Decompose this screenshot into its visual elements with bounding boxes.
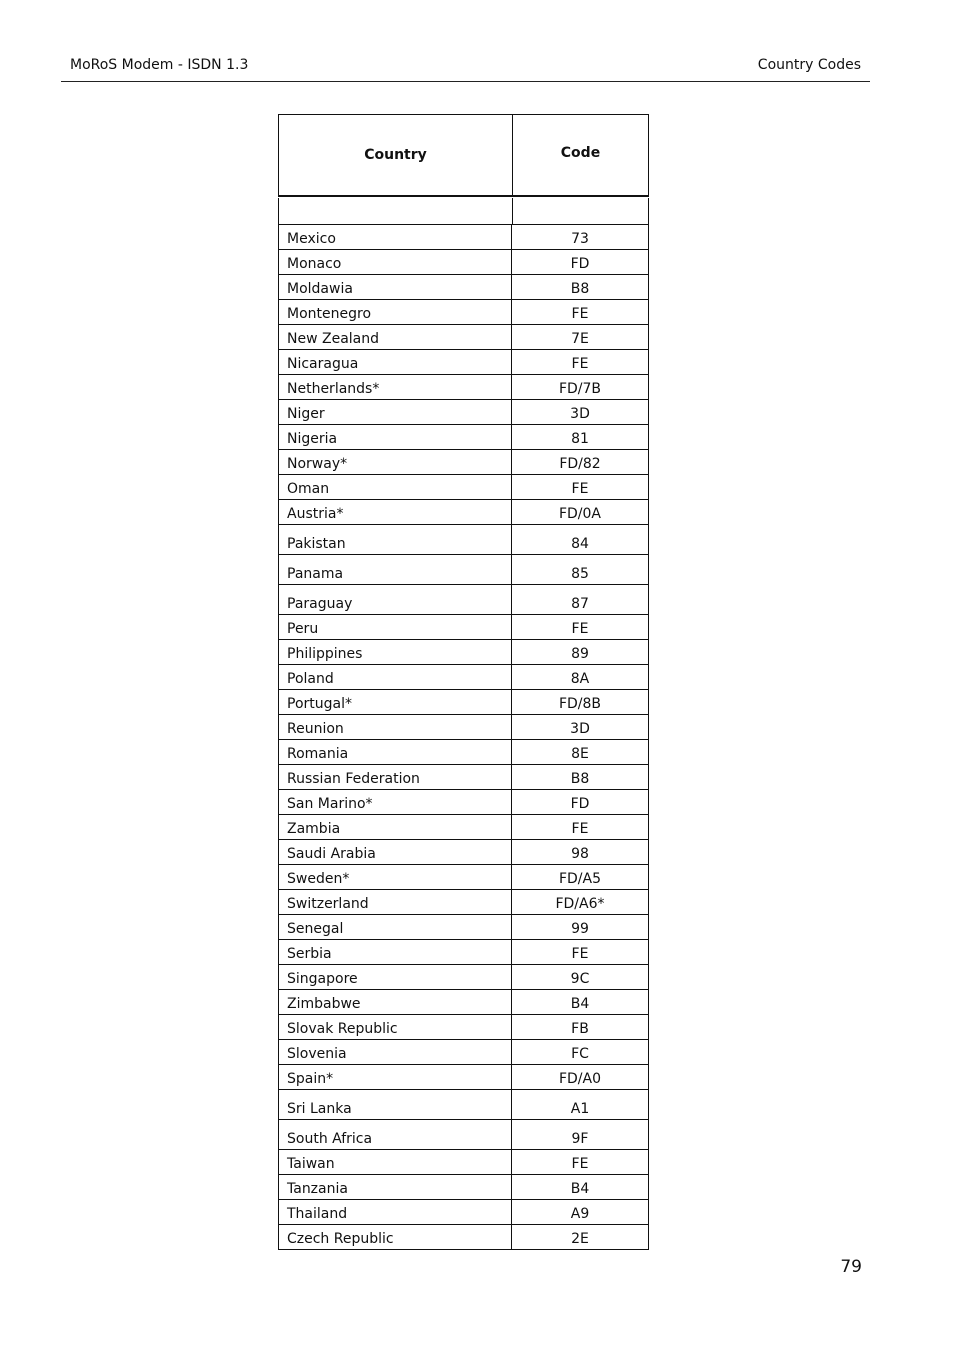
code-cell: 99 xyxy=(571,921,589,937)
code-cell: FD/7B xyxy=(558,381,602,397)
code-cell: 73 xyxy=(571,231,589,247)
table-row xyxy=(278,740,649,765)
country-cell: New Zealand xyxy=(279,325,512,349)
table-row xyxy=(278,890,649,915)
country-cell: Austria* xyxy=(279,500,512,524)
country-cell: Switzerland xyxy=(279,890,512,914)
code-cell: FE xyxy=(571,481,589,497)
country-cell: Peru xyxy=(279,615,512,639)
table-header xyxy=(278,114,649,197)
code-cell: FE xyxy=(571,621,589,637)
country-cell: Zimbabwe xyxy=(279,990,512,1014)
country-cell: Slovenia xyxy=(279,1040,512,1064)
country-cell: Sri Lanka xyxy=(279,1090,512,1119)
country-cell: Netherlands* xyxy=(279,375,512,399)
country-cell: Senegal xyxy=(279,915,512,939)
code-cell: FD xyxy=(570,796,590,812)
header-title: MoRoS Modem - ISDN 1.3 xyxy=(70,57,249,73)
table-row xyxy=(278,940,649,965)
country-cell: Saudi Arabia xyxy=(279,840,512,864)
table-row xyxy=(278,275,649,300)
header-section: Country Codes xyxy=(757,57,861,73)
country-cell: San Marino* xyxy=(279,790,512,814)
country-cell: Singapore xyxy=(279,965,512,989)
table-row xyxy=(278,840,649,865)
table-row xyxy=(278,765,649,790)
country-cell: Serbia xyxy=(279,940,512,964)
empty-row xyxy=(278,198,649,225)
code-cell: FD/0A xyxy=(558,506,602,522)
table-row xyxy=(278,1150,649,1175)
country-cell: Romania xyxy=(279,740,512,764)
country-cell: Philippines xyxy=(279,640,512,664)
country-cell: Norway* xyxy=(279,450,512,474)
table-row xyxy=(278,1040,649,1065)
code-cell: FD/8B xyxy=(558,696,602,712)
table-row xyxy=(278,990,649,1015)
table-row xyxy=(278,640,649,665)
code-cell: 85 xyxy=(571,566,589,582)
code-cell: 89 xyxy=(571,646,589,662)
code-cell: 3D xyxy=(570,721,590,737)
table-row xyxy=(278,665,649,690)
country-cell: Czech Republic xyxy=(279,1225,512,1249)
code-cell: FE xyxy=(571,1156,589,1172)
code-cell: FD/A0 xyxy=(558,1071,602,1087)
code-cell: FE xyxy=(571,306,589,322)
country-cell: Portugal* xyxy=(279,690,512,714)
table-row xyxy=(278,1015,649,1040)
code-cell: B4 xyxy=(570,1181,590,1197)
country-cell: Reunion xyxy=(279,715,512,739)
table-row xyxy=(278,865,649,890)
country-cell: South Africa xyxy=(279,1120,512,1149)
table-row xyxy=(278,300,649,325)
code-cell: FB xyxy=(571,1021,589,1037)
table-row xyxy=(278,325,649,350)
table-row xyxy=(278,375,649,400)
code-cell: A9 xyxy=(570,1206,590,1222)
table-row xyxy=(278,915,649,940)
country-cell: Montenegro xyxy=(279,300,512,324)
country-cell: Nicaragua xyxy=(279,350,512,374)
code-cell: 98 xyxy=(571,846,589,862)
table-row xyxy=(278,815,649,840)
country-cell: Zambia xyxy=(279,815,512,839)
country-cell: Sweden* xyxy=(279,865,512,889)
code-cell: 9C xyxy=(570,971,590,987)
table-row xyxy=(278,965,649,990)
code-cell: FD/A6* xyxy=(555,896,605,912)
code-cell: FD/A5 xyxy=(558,871,602,887)
code-cell: 3D xyxy=(570,406,590,422)
table-row xyxy=(278,500,649,525)
country-cell: Spain* xyxy=(279,1065,512,1089)
code-cell: A1 xyxy=(570,1101,590,1117)
country-code-table xyxy=(278,114,649,1250)
country-cell: Thailand xyxy=(279,1200,512,1224)
country-cell: Panama xyxy=(279,555,512,584)
table-row xyxy=(278,1225,649,1250)
table-body xyxy=(278,225,649,1250)
table-row xyxy=(278,225,649,250)
header-code: Code xyxy=(560,145,601,161)
country-cell: Tanzania xyxy=(279,1175,512,1199)
code-cell: B4 xyxy=(570,996,590,1012)
table-row xyxy=(278,555,649,585)
code-cell: FC xyxy=(571,1046,589,1062)
country-cell: Paraguay xyxy=(279,585,512,614)
code-cell: 2E xyxy=(571,1231,589,1247)
country-cell: Mexico xyxy=(279,225,512,249)
code-cell: 81 xyxy=(571,431,589,447)
code-cell: 9F xyxy=(571,1131,589,1147)
country-cell: Niger xyxy=(279,400,512,424)
code-cell: FD/82 xyxy=(559,456,601,472)
code-cell: 8E xyxy=(571,746,589,762)
page-number: 79 xyxy=(840,1257,862,1277)
country-cell: Pakistan xyxy=(279,525,512,554)
country-cell: Moldawia xyxy=(279,275,512,299)
header-rule xyxy=(61,81,870,82)
table-row xyxy=(278,1120,649,1150)
table-row xyxy=(278,690,649,715)
table-row xyxy=(278,1200,649,1225)
header-country: Country xyxy=(279,115,513,195)
code-cell: FE xyxy=(571,821,589,837)
code-cell: 84 xyxy=(571,536,589,552)
country-cell: Nigeria xyxy=(279,425,512,449)
code-cell: B8 xyxy=(570,771,590,787)
code-cell: FE xyxy=(571,356,589,372)
country-cell: Monaco xyxy=(279,250,512,274)
table-row xyxy=(278,1090,649,1120)
table-row xyxy=(278,715,649,740)
country-cell: Slovak Republic xyxy=(279,1015,512,1039)
code-cell: 87 xyxy=(571,596,589,612)
table-row xyxy=(278,790,649,815)
table-row xyxy=(278,400,649,425)
code-cell: FD xyxy=(570,256,590,272)
table-row xyxy=(278,450,649,475)
table-row xyxy=(278,1065,649,1090)
table-row xyxy=(278,1175,649,1200)
table-row xyxy=(278,425,649,450)
code-cell: 8A xyxy=(570,671,590,687)
country-cell: Poland xyxy=(279,665,512,689)
country-cell: Taiwan xyxy=(279,1150,512,1174)
code-cell: 7E xyxy=(571,331,589,347)
table-row xyxy=(278,525,649,555)
code-cell: B8 xyxy=(570,281,590,297)
table-row xyxy=(278,350,649,375)
table-row xyxy=(278,615,649,640)
country-cell: Oman xyxy=(279,475,512,499)
table-row xyxy=(278,250,649,275)
table-row xyxy=(278,585,649,615)
code-cell: FE xyxy=(571,946,589,962)
table-row xyxy=(278,475,649,500)
country-cell: Russian Federation xyxy=(279,765,512,789)
